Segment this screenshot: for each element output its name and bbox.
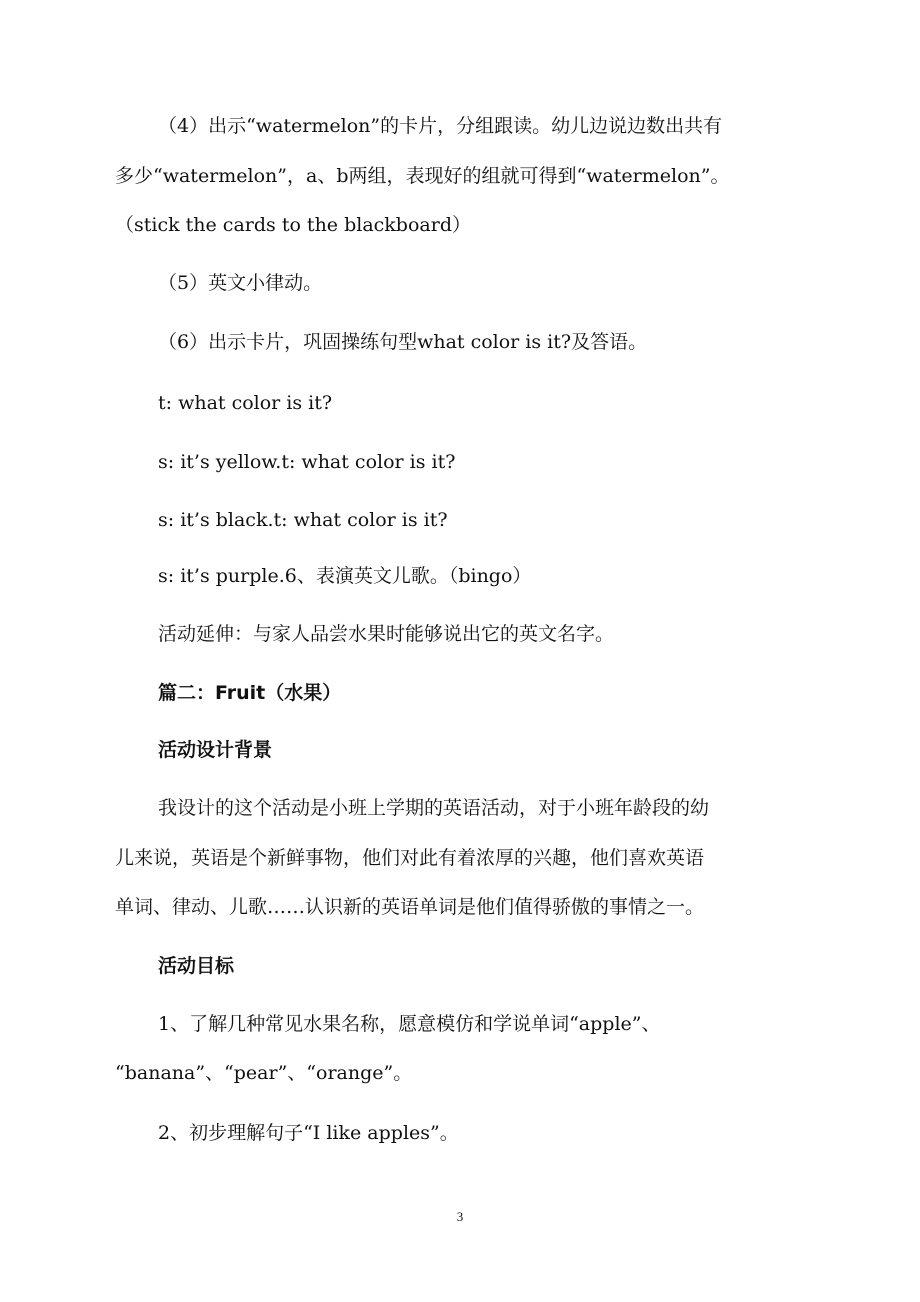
section-subheading: 活动目标: [158, 955, 235, 977]
paragraph-line: （stick the cards to the blackboard）: [115, 214, 471, 236]
paragraph-line: 我设计的这个活动是小班上学期的英语活动，对于小班年龄段的幼: [158, 797, 710, 819]
dialogue-line: s: it’s black.t: what color is it?: [158, 509, 448, 531]
paragraph-line: （6）出示卡片，巩固操练句型what color is it?及答语。: [158, 331, 648, 353]
list-item-line: “banana”、“pear”、“orange”。: [115, 1062, 413, 1084]
dialogue-line: s: it’s yellow.t: what color is it?: [158, 451, 456, 473]
paragraph-line: 单词、律动、儿歌……认识新的英语单词是他们值得骄傲的事情之一。: [115, 896, 705, 918]
paragraph-line: 多少“watermelon”，a、b两组，表现好的组就可得到“watermelon”。: [115, 165, 730, 187]
list-item-line: 2、初步理解句子“I like apples”。: [158, 1122, 459, 1144]
paragraph-line: 儿来说，英语是个新鲜事物，他们对此有着浓厚的兴趣，他们喜欢英语: [115, 847, 705, 869]
section-subheading: 活动设计背景: [158, 739, 273, 761]
paragraph-line: （4）出示“watermelon”的卡片，分组跟读。幼儿边说边数出共有: [158, 115, 723, 137]
paragraph-line: 活动延伸：与家人品尝水果时能够说出它的英文名字。: [158, 623, 615, 645]
list-item-line: 1、了解几种常见水果名称，愿意模仿和学说单词“apple”、: [158, 1013, 661, 1035]
paragraph-line: （5）英文小律动。: [158, 272, 323, 294]
page-number: 3: [456, 1209, 464, 1224]
section-heading: 篇二：Fruit（水果）: [158, 682, 342, 704]
dialogue-line: t: what color is it?: [158, 392, 333, 414]
dialogue-line: s: it’s purple.6、表演英文儿歌。（bingo）: [158, 565, 532, 587]
